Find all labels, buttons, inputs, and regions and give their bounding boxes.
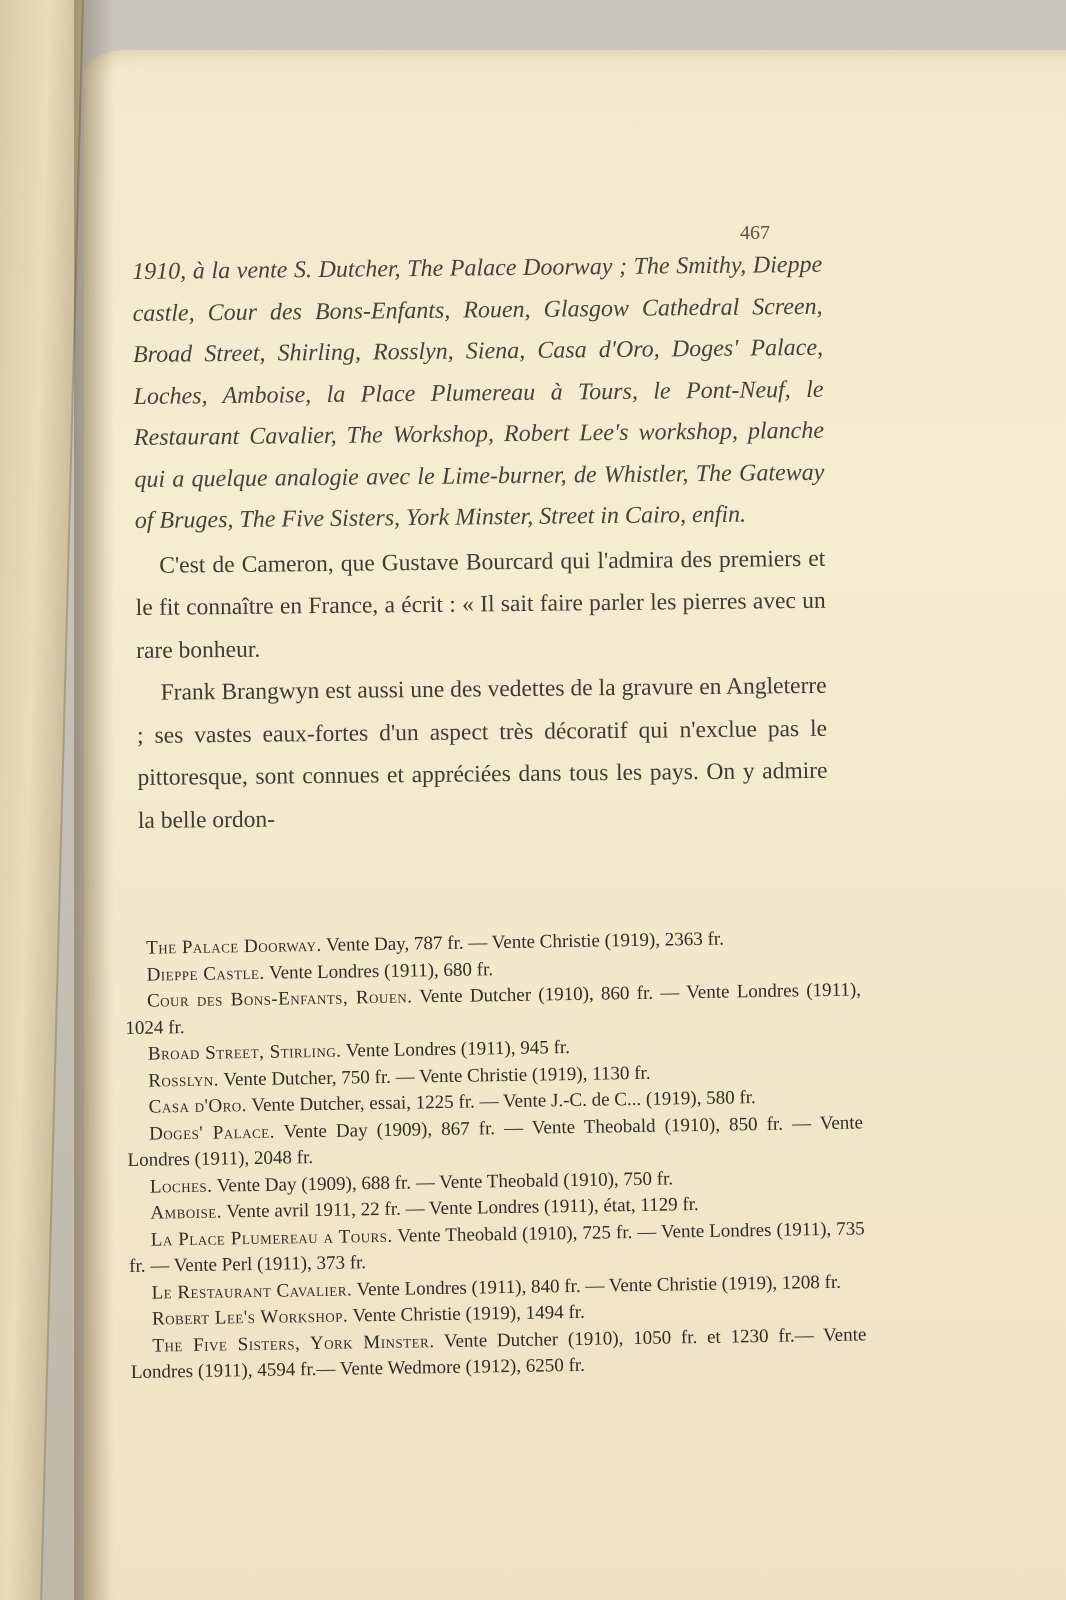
- left-page-edge: [0, 0, 84, 1600]
- footnote-title: Doges' Palace.: [148, 1121, 276, 1145]
- footnote-text: Vente Londres (1911), 945 fr.: [341, 1037, 571, 1062]
- footnote-title: Casa d'Oro.: [148, 1095, 248, 1118]
- footnote-title: Broad Street, Stirling.: [147, 1040, 342, 1065]
- footnote-title: Amboise.: [150, 1201, 223, 1224]
- main-text: [132, 245, 828, 842]
- footnote-text: Vente Londres (1911), 680 fr.: [264, 958, 494, 984]
- footnote-text: Vente avril 1911, 22 fr. — Vente Londres (1911), état, 1129 fr.: [221, 1194, 699, 1223]
- gutter-shadow: [74, 0, 114, 1600]
- footnote-text: Vente Day, 787 fr. — Vente Christie (1919), 2363 fr.: [321, 928, 725, 956]
- footnote-text: Vente Dutcher (1910), 860 fr. — Vente Londres (1911), 1024 fr.: [125, 979, 862, 1039]
- footnote-text: Vente Dutcher, essai, 1225 fr. — Vente J.-C. de C... (1919), 580 fr.: [246, 1087, 756, 1117]
- footnote-title: Robert Lee's Workshop.: [151, 1305, 349, 1330]
- footnote-title: Rosslyn.: [148, 1069, 220, 1092]
- footnote-title: The Five Sisters, York Minster.: [152, 1330, 435, 1357]
- footnote-title: Cour des Bons-Enfants, Rouen.: [146, 986, 413, 1012]
- paragraph-cameron: C'est de Cameron, que Gustave Bourcard qui l'admira des premiers et le fit connaître en France, a écrit : « Il sait faire parler les pierres avec un rare bonheur.: [135, 545, 826, 664]
- footnote-text: Vente Day (1909), 867 fr. — Vente Theobald (1910), 850 fr. — Vente Londres (1911), 2048 fr.: [127, 1111, 864, 1171]
- footnote-text: Vente Theobald (1910), 725 fr. — Vente Londres (1911), 735 fr. — Vente Perl (1911), 373 fr.: [129, 1217, 865, 1277]
- footnote-text: Vente Londres (1911), 840 fr. — Vente Christie (1919), 1208 fr.: [351, 1271, 842, 1300]
- footnote-text: Vente Dutcher (1910), 1050 fr. et 1230 fr.— Vente Londres (1911), 4594 fr.— Vente Wedmore (1912), 6250 fr.: [130, 1323, 867, 1383]
- footnote-text: Vente Christie (1919), 1494 fr.: [348, 1301, 585, 1327]
- footnote-title: La Place Plumereau a Tours.: [150, 1225, 393, 1251]
- paragraph-brangwyn: Frank Brangwyn est aussi une des vedettes de la gravure en Angleterre ; ses vastes eaux-fortes d'un aspect très décoratif qui n'exclue pas le pittoresque, sont connues et appréciées dans tous les pays. On y admire la belle ordon-: [136, 672, 828, 834]
- footnote-title: Loches.: [149, 1175, 213, 1198]
- italic-paragraph: 1910, à la vente S. Dutcher, The Palace Doorway ; The Smithy, Dieppe castle, Cour des Bons-Enfants, Rouen, Glasgow Cathedral Screen, Broad Street, Shirling, Rosslyn, Siena, Casa d'Oro, Doges' Palace, Loches, Amboise, la Place Plumereau à Tours, le Pont-Neuf, le Restaurant Cavalier, The Workshop, Robert Lee's workshop, planche qui a quelque analogie avec le Lime-burner, de Whistler, The Gateway of Bruges, The Five Sisters, York Minster, Street in Cairo, enfin.: [132, 251, 825, 534]
- page-number: 467: [740, 222, 770, 244]
- footnotes: [124, 924, 867, 1386]
- footnote-title: The Palace Doorway.: [146, 934, 322, 959]
- footnote-text: Vente Dutcher, 750 fr. — Vente Christie (1919), 1130 fr.: [218, 1062, 651, 1091]
- footnote-text: Vente Day (1909), 688 fr. — Vente Theobald (1910), 750 fr.: [212, 1167, 674, 1197]
- footnote-title: Dieppe Castle.: [146, 962, 265, 986]
- footnote-title: Le Restaurant Cavalier.: [151, 1278, 353, 1304]
